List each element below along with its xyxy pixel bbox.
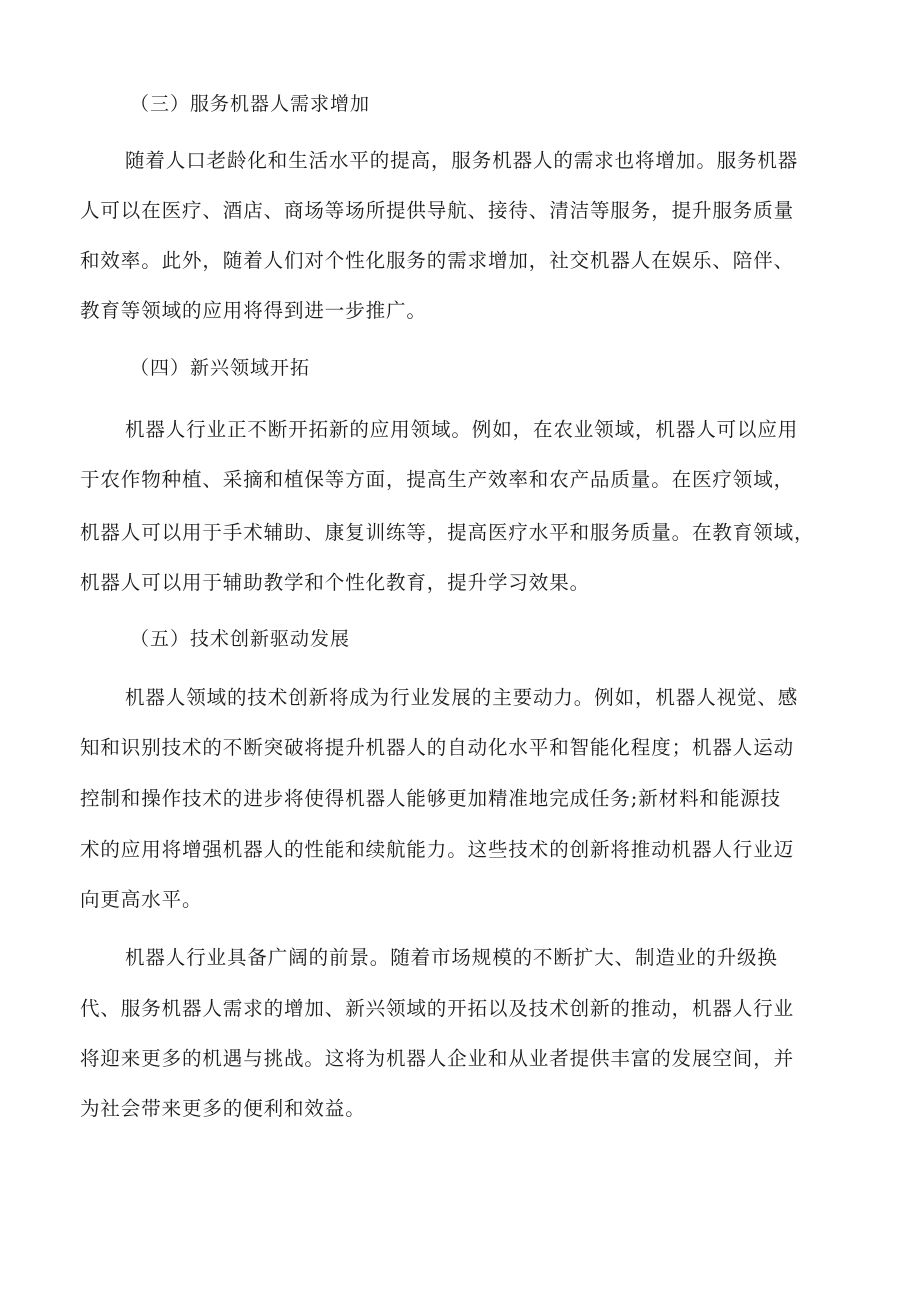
paragraph-line: 为社会带来更多的便利和效益。 bbox=[80, 1097, 366, 1120]
paragraph-line: 将迎来更多的机遇与挑战。这将为机器人企业和从业者提供丰富的发展空间，并 bbox=[80, 1047, 795, 1070]
paragraph-line: 向更高水平。 bbox=[80, 888, 203, 911]
paragraph-line: 于农作物种植、采摘和植保等方面，提高生产效率和农产品质量。在医疗领域， bbox=[80, 468, 795, 491]
paragraph-line: 机器人可以用于辅助教学和个性化教育，提升学习效果。 bbox=[80, 571, 591, 594]
paragraph-line: 控制和操作技术的进步将使得机器人能够更加精准地完成任务;新材料和能源技 bbox=[80, 787, 782, 810]
paragraph-line: 人可以在医疗、酒店、商场等场所提供导航、接待、清洁等服务，提升服务质量 bbox=[80, 199, 795, 222]
paragraph-line: 机器人领域的技术创新将成为行业发展的主要动力。例如，机器人视觉、感 bbox=[125, 686, 799, 709]
section-heading-3: （三）服务机器人需求增加 bbox=[130, 93, 371, 115]
paragraph-line: 代、服务机器人需求的增加、新兴领域的开拓以及技术创新的推动，机器人行业 bbox=[80, 997, 795, 1020]
paragraph-line: 术的应用将增强机器人的性能和续航能力。这些技术的创新将推动机器人行业迈 bbox=[80, 838, 795, 861]
paragraph-line: 和效率。此外，随着人们对个性化服务的需求增加，社交机器人在娱乐、陪伴、 bbox=[80, 249, 795, 272]
paragraph-line: 随着人口老龄化和生活水平的提高，服务机器人的需求也将增加。服务机器 bbox=[125, 149, 799, 172]
paragraph-line: 机器人可以用于手术辅助、康复训练等，提高医疗水平和服务质量。在教育领域， bbox=[80, 521, 815, 544]
paragraph-line: 知和识别技术的不断突破将提升机器人的自动化水平和智能化程度；机器人运动 bbox=[80, 736, 795, 759]
paragraph-line: 机器人行业具备广阔的前景。随着市场规模的不断扩大、制造业的升级换 bbox=[125, 946, 778, 969]
section-heading-4: （四）新兴领域开拓 bbox=[130, 357, 311, 379]
paragraph-line: 教育等领域的应用将得到进一步推广。 bbox=[80, 299, 427, 322]
section-heading-5: （五）技术创新驱动发展 bbox=[130, 628, 351, 650]
paragraph-line: 机器人行业正不断开拓新的应用领域。例如，在农业领域，机器人可以应用 bbox=[125, 418, 799, 441]
